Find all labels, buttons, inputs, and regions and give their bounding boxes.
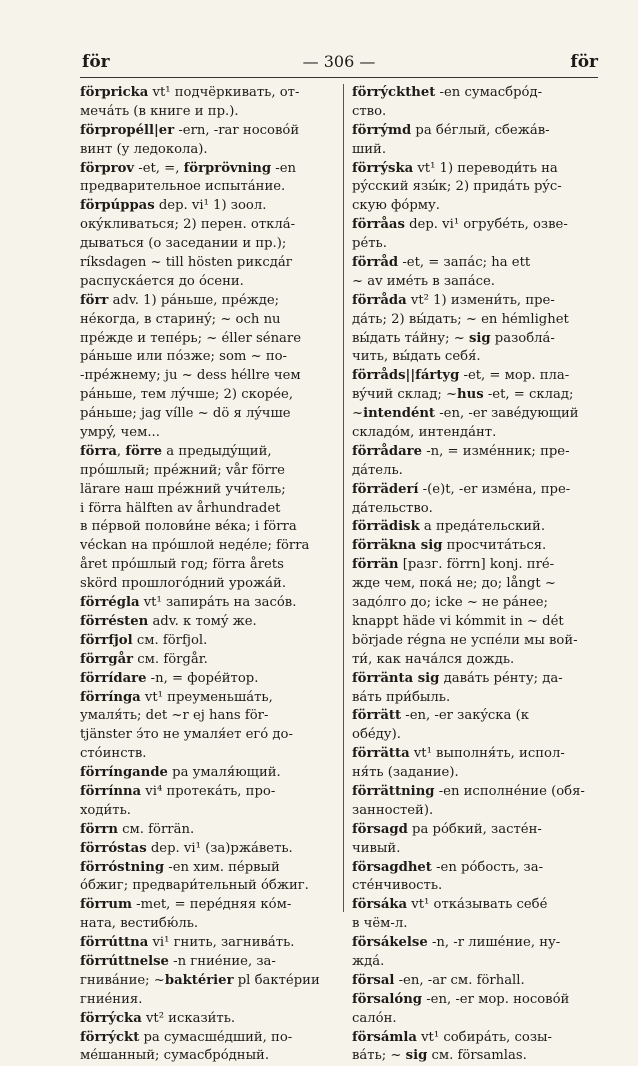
entry-line bbox=[80, 537, 334, 556]
headword: baktérier bbox=[164, 972, 234, 988]
entry-text: óбжиг; предвари́тельный óбжиг. bbox=[80, 878, 309, 894]
entry-text: ня́ть (задание). bbox=[352, 765, 459, 781]
entry-text: обéду). bbox=[352, 727, 401, 743]
headword: försáka bbox=[352, 897, 408, 913]
entry-line bbox=[80, 953, 334, 972]
entry-line bbox=[80, 764, 334, 783]
entry-text: vi⁴ протекáть, про- bbox=[141, 783, 276, 799]
entry-text: a предáтельский. bbox=[419, 519, 546, 535]
entry-line bbox=[80, 651, 334, 670]
headword: förråd bbox=[352, 255, 399, 271]
entry-text: чивый. bbox=[352, 840, 401, 856]
page-header bbox=[80, 52, 598, 76]
entry-text: вýчий склад; ~ bbox=[352, 387, 458, 403]
entry-line bbox=[352, 953, 600, 972]
entry-text: året прóшлый год; förra årets bbox=[80, 557, 284, 573]
headword: förróstas bbox=[80, 840, 147, 856]
headword: förrättning bbox=[352, 783, 435, 799]
entry-line bbox=[80, 613, 334, 632]
entry-line bbox=[80, 122, 334, 141]
entry-text: -et, = склад; bbox=[483, 387, 574, 403]
entry-line bbox=[80, 216, 334, 235]
entry-text: в пéрвой полови́не вéка; i förra bbox=[80, 519, 297, 535]
entry-text: прóшлый; прéжний; vår förre bbox=[80, 462, 285, 478]
entry-text: ната, вестибю́ль. bbox=[80, 916, 199, 932]
entry-line bbox=[352, 859, 600, 878]
entry-text: -en bbox=[271, 160, 297, 176]
headword: intendént bbox=[363, 406, 436, 422]
entry-line bbox=[352, 311, 600, 330]
entry-text: [разг. förrn] konj. пré- bbox=[398, 557, 555, 573]
entry-text: гнивáние; ~ bbox=[80, 972, 165, 988]
headword: förríngande bbox=[80, 765, 168, 781]
headword: förrätta bbox=[352, 746, 410, 762]
entry-line bbox=[352, 160, 600, 179]
entry-text: дываться (о заседании и пр.); bbox=[80, 236, 287, 252]
headword: försagdhet bbox=[352, 859, 432, 875]
entry-text: окýкливаться; 2) перен. отклá- bbox=[80, 217, 296, 233]
entry-line bbox=[80, 934, 334, 953]
entry-line bbox=[80, 745, 334, 764]
entry-line bbox=[352, 745, 600, 764]
entry-line bbox=[80, 254, 334, 273]
headword: förräderí bbox=[352, 481, 419, 497]
entry-line bbox=[352, 556, 600, 575]
entry-line bbox=[352, 292, 600, 311]
headword: förrådare bbox=[352, 443, 423, 459]
left-column bbox=[80, 84, 334, 1066]
entry-text: ~ av имéть в запáсе. bbox=[352, 273, 495, 289]
entry-line bbox=[80, 594, 334, 613]
entry-text: см. församlas. bbox=[427, 1048, 527, 1064]
entry-text: прéжде и тепéрь; ~ éller sénare bbox=[80, 330, 302, 346]
entry-line bbox=[80, 273, 334, 292]
entry-line bbox=[352, 896, 600, 915]
entry-line bbox=[80, 877, 334, 896]
entry-line bbox=[352, 386, 600, 405]
headword: försal bbox=[352, 972, 395, 988]
entry-text: умрý, чем... bbox=[80, 425, 160, 441]
header-rule bbox=[80, 77, 598, 78]
headword: försákelse bbox=[352, 935, 428, 951]
entry-line bbox=[80, 141, 334, 160]
entry-line bbox=[352, 877, 600, 896]
entry-text: стóинств. bbox=[80, 746, 147, 762]
entry-text: -en сумасбрóд- bbox=[435, 85, 543, 100]
entry-line bbox=[80, 840, 334, 859]
entry-text: просчитáться. bbox=[442, 538, 547, 554]
entry-line bbox=[80, 972, 334, 991]
entry-text: dep. vi¹ (за)ржáветь. bbox=[146, 840, 293, 856]
entry-text: дáть; 2) вы́дать; ~ en hémlighet bbox=[352, 311, 569, 327]
headword: förpricka bbox=[80, 85, 149, 100]
headword: förprov bbox=[80, 160, 135, 176]
entry-line bbox=[352, 367, 600, 386]
entry-text: pa рóбкий, застéн- bbox=[407, 821, 542, 837]
entry-line bbox=[352, 273, 600, 292]
entry-text: pl бактéрии bbox=[233, 972, 320, 988]
entry-line bbox=[352, 651, 600, 670]
entry-line bbox=[352, 1047, 600, 1066]
entry-text: a предыдýщий, bbox=[162, 443, 272, 459]
right-column bbox=[352, 84, 600, 1066]
entry-text: adv. к томý же. bbox=[148, 613, 257, 629]
entry-line bbox=[80, 386, 334, 405]
entry-line bbox=[80, 518, 334, 537]
headword: försalóng bbox=[352, 991, 423, 1007]
entry-text: ~ bbox=[352, 406, 364, 422]
entry-text: ство. bbox=[352, 103, 387, 119]
entry-text: -et, = мор. пла- bbox=[459, 368, 570, 384]
entry-text: vt¹ откáзывать себé bbox=[407, 897, 548, 913]
entry-text: -en хим. пéрвый bbox=[164, 859, 280, 875]
entry-text: -n, -r лишéние, ну- bbox=[427, 935, 561, 951]
headword: förränta sig bbox=[352, 670, 440, 686]
entry-line bbox=[352, 613, 600, 632]
entry-line bbox=[80, 330, 334, 349]
headword: förrgår bbox=[80, 651, 134, 667]
headword: förrídare bbox=[80, 670, 147, 686]
headword: förrésten bbox=[80, 613, 149, 629]
entry-line bbox=[352, 235, 600, 254]
entry-line bbox=[352, 821, 600, 840]
entry-line bbox=[352, 726, 600, 745]
column-divider bbox=[343, 84, 344, 912]
entry-line bbox=[80, 689, 334, 708]
headword: förråds||fártyg bbox=[352, 368, 460, 384]
entry-text: предварительное испытáние. bbox=[80, 179, 286, 195]
entry-line bbox=[352, 443, 600, 462]
entry-line bbox=[352, 632, 600, 651]
entry-text: vt¹ преуменьшáть, bbox=[140, 689, 273, 705]
entry-text: занностей). bbox=[352, 802, 434, 818]
entry-line bbox=[80, 1010, 334, 1029]
entry-line bbox=[80, 424, 334, 443]
entry-text: -en, -ar см. förhall. bbox=[394, 972, 525, 988]
left-guide-word: för bbox=[82, 52, 110, 72]
entry-text: дáтельство. bbox=[352, 500, 433, 516]
entry-text: vt¹ собирáть, созы- bbox=[416, 1029, 553, 1045]
entry-line bbox=[80, 896, 334, 915]
entry-text: ходи́ть. bbox=[80, 802, 131, 818]
entry-text: vt¹ запирáть на засóв. bbox=[139, 595, 297, 611]
entry-line bbox=[80, 726, 334, 745]
entry-line bbox=[80, 462, 334, 481]
entry-line bbox=[352, 500, 600, 519]
headword: förrínna bbox=[80, 783, 142, 799]
headword: förra bbox=[80, 443, 117, 459]
entry-text: нéкогда, в старинý; ~ och nu bbox=[80, 311, 281, 327]
entry-text: -(e)t, -er измéна, пре- bbox=[418, 481, 571, 497]
entry-text: стéнчивость. bbox=[352, 878, 443, 894]
headword: förråas bbox=[352, 217, 405, 233]
entry-text: см. förrän. bbox=[117, 821, 195, 837]
entry-line bbox=[352, 84, 600, 103]
headword: förpúppas bbox=[80, 198, 155, 214]
entry-line bbox=[80, 991, 334, 1010]
entry-line bbox=[80, 500, 334, 519]
entry-text: распускáется до óсени. bbox=[80, 273, 244, 289]
entry-text: adv. 1) рáньше, прéжде; bbox=[108, 292, 280, 308]
entry-line bbox=[80, 348, 334, 367]
entry-text: -n гниéние, за- bbox=[168, 953, 276, 969]
entry-line bbox=[352, 934, 600, 953]
entry-line bbox=[352, 103, 600, 122]
entry-line bbox=[80, 443, 334, 462]
entry-text: vt¹ выполня́ть, испол- bbox=[409, 746, 565, 762]
entry-text: vt² 1) измени́ть, пре- bbox=[406, 292, 555, 308]
entry-line bbox=[352, 764, 600, 783]
headword: förprövning bbox=[183, 160, 272, 176]
entry-line bbox=[80, 178, 334, 197]
entry-text: -en рóбость, за- bbox=[431, 859, 544, 875]
headword: förr bbox=[80, 292, 109, 308]
entry-line bbox=[80, 556, 334, 575]
entry-line bbox=[352, 689, 600, 708]
entry-line bbox=[352, 141, 600, 160]
entry-text: скую фóрму. bbox=[352, 198, 440, 214]
entry-text: -en, -er завéдующий bbox=[435, 406, 579, 422]
entry-line bbox=[352, 330, 600, 349]
entry-line bbox=[80, 821, 334, 840]
entry-text: вáть при́быль. bbox=[352, 689, 451, 705]
headword: förråda bbox=[352, 292, 407, 308]
entry-text: -n, = форéйтор. bbox=[146, 670, 259, 686]
entry-text: умаля́ть; det ~r ej hans för- bbox=[80, 708, 269, 724]
entry-text: задóлго до; icke ~ не рáнее; bbox=[352, 595, 548, 611]
entry-text: салóн. bbox=[352, 1010, 397, 1026]
entry-text: мéшанный; сумасбрóдный. bbox=[80, 1048, 270, 1064]
entry-text: -ern, -rar носовóй bbox=[174, 122, 300, 138]
entry-text: винт (у ледокола). bbox=[80, 141, 208, 157]
headword: förrúttnelse bbox=[80, 953, 169, 969]
entry-line bbox=[80, 103, 334, 122]
headword: förrégla bbox=[80, 595, 140, 611]
entry-text: pa бéглый, сбежáв- bbox=[411, 122, 550, 138]
headword: förrýska bbox=[352, 160, 414, 176]
entry-line bbox=[352, 802, 600, 821]
entry-line bbox=[352, 707, 600, 726]
entry-text: -et, = запáс; ha ett bbox=[398, 255, 531, 271]
entry-text: -en, -er закýска (к bbox=[401, 708, 529, 724]
entry-text: рáньше, тем лýчше; 2) скорéе, bbox=[80, 387, 294, 403]
entry-line bbox=[352, 122, 600, 141]
entry-text: pa умаля́ющий. bbox=[167, 765, 281, 781]
headword: hus bbox=[457, 387, 484, 403]
entry-text: ти́, как начáлся дождь. bbox=[352, 651, 515, 667]
entry-line bbox=[80, 84, 334, 103]
entry-text: чить, вы́дать себя́. bbox=[352, 349, 481, 365]
entry-line bbox=[352, 537, 600, 556]
headword: förrýckthet bbox=[352, 85, 436, 100]
entry-text: -et, =, bbox=[134, 160, 184, 176]
headword: sig bbox=[468, 330, 491, 346]
entry-line bbox=[80, 670, 334, 689]
headword: försagd bbox=[352, 821, 408, 837]
entry-line bbox=[352, 178, 600, 197]
right-guide-word: för bbox=[570, 52, 598, 72]
entry-text: vt¹ подчёркивать, от- bbox=[148, 85, 300, 100]
entry-line bbox=[80, 802, 334, 821]
headword: förräkna sig bbox=[352, 538, 443, 554]
entry-line bbox=[80, 632, 334, 651]
entry-text: skörd прошлогóдний урожáй. bbox=[80, 576, 287, 592]
entry-line bbox=[352, 972, 600, 991]
entry-line bbox=[80, 292, 334, 311]
entry-line bbox=[352, 216, 600, 235]
entry-line bbox=[80, 859, 334, 878]
headword: förrum bbox=[80, 897, 132, 913]
headword: förrän bbox=[352, 557, 399, 573]
entry-text: разоблá- bbox=[490, 330, 555, 346]
headword: förrýckt bbox=[80, 1029, 140, 1045]
entry-line bbox=[352, 462, 600, 481]
headword: förpropéll|er bbox=[80, 122, 175, 138]
headword: förrfjol bbox=[80, 632, 133, 648]
entry-line bbox=[352, 1010, 600, 1029]
entry-line bbox=[80, 405, 334, 424]
entry-text: -en, -er мор. носовóй bbox=[422, 991, 570, 1007]
entry-line bbox=[80, 1029, 334, 1048]
entry-text: vi¹ гнить, загнивáть. bbox=[148, 935, 295, 951]
entry-text: жде чем, покá не; до; långt ~ bbox=[352, 576, 556, 592]
headword: försámla bbox=[352, 1029, 417, 1045]
entry-line bbox=[80, 575, 334, 594]
entry-text: lärare наш прéжний учи́тель; bbox=[80, 481, 286, 497]
entry-line bbox=[80, 197, 334, 216]
entry-text: i förra hälften av århundradet bbox=[80, 500, 281, 516]
entry-line bbox=[352, 991, 600, 1010]
page-number: — 306 — bbox=[302, 52, 376, 71]
entry-text: дáтель. bbox=[352, 462, 403, 478]
entry-text: гниéния. bbox=[80, 991, 143, 1007]
entry-line bbox=[352, 783, 600, 802]
entry-text: ший. bbox=[352, 141, 387, 157]
entry-line bbox=[352, 197, 600, 216]
entry-text: складóм, интендáнт. bbox=[352, 425, 497, 441]
entry-line bbox=[352, 424, 600, 443]
entry-line bbox=[352, 481, 600, 500]
entry-text: ríksdagen ~ till hösten риксдáг bbox=[80, 255, 293, 271]
entry-text: в чём-л. bbox=[352, 916, 408, 932]
entry-line bbox=[352, 1029, 600, 1048]
entry-text: -n, = измéнник; пре- bbox=[422, 443, 570, 459]
entry-line bbox=[80, 160, 334, 179]
headword: förrn bbox=[80, 821, 118, 837]
entry-text: -прéжнему; ju ~ dess héllre чем bbox=[80, 368, 301, 384]
entry-text: -en исполнéние (обя- bbox=[434, 783, 585, 799]
entry-line bbox=[352, 405, 600, 424]
entry-line bbox=[80, 915, 334, 934]
entry-text: , bbox=[116, 443, 126, 459]
entry-text: рáньше или пóзже; som ~ по- bbox=[80, 349, 288, 365]
entry-text: véckan на прóшлой недéле; förra bbox=[80, 538, 310, 554]
headword: förre bbox=[125, 443, 163, 459]
headword: förróstning bbox=[80, 859, 165, 875]
entry-text: började régna не успéли мы вой- bbox=[352, 632, 578, 648]
headword: förrúttna bbox=[80, 935, 149, 951]
headword: förrýmd bbox=[352, 122, 412, 138]
entry-text: вы́дать тáйну; ~ bbox=[352, 330, 469, 346]
entry-text: -met, = перéдняя кóм- bbox=[131, 897, 292, 913]
entry-text: рýсский язы́к; 2) придáть рýс- bbox=[352, 179, 562, 195]
entry-text: см. förgår. bbox=[133, 651, 208, 667]
entry-text: dep. vi¹ огрубéть, озве- bbox=[404, 217, 568, 233]
entry-text: dep. vi¹ 1) зоол. bbox=[154, 198, 267, 214]
entry-text: ждá. bbox=[352, 953, 385, 969]
entry-line bbox=[352, 348, 600, 367]
entry-line bbox=[80, 235, 334, 254]
entry-line bbox=[80, 481, 334, 500]
entry-text: vt¹ 1) переводи́ть на bbox=[413, 160, 558, 176]
entry-text: мечáть (в книге и пр.). bbox=[80, 103, 239, 119]
entry-line bbox=[80, 783, 334, 802]
entry-line bbox=[80, 367, 334, 386]
headword: sig bbox=[405, 1048, 428, 1064]
entry-line bbox=[352, 594, 600, 613]
entry-line bbox=[352, 518, 600, 537]
headword: förrätt bbox=[352, 708, 402, 724]
entry-text: вáть; ~ bbox=[352, 1048, 406, 1064]
entry-line bbox=[352, 915, 600, 934]
entry-text: vt² искази́ть. bbox=[141, 1010, 236, 1026]
entry-text: см. förfjol. bbox=[132, 632, 208, 648]
entry-text: давáть рéнту; да- bbox=[439, 670, 563, 686]
headword: förrýcka bbox=[80, 1010, 142, 1026]
entry-line bbox=[80, 707, 334, 726]
entry-text: рáньше; jag vílle ~ dö я лýчше bbox=[80, 406, 291, 422]
entry-line bbox=[352, 670, 600, 689]
entry-line bbox=[352, 840, 600, 859]
entry-text: tjänster э́то не умаля́ет егó до- bbox=[80, 727, 293, 743]
headword: förrínga bbox=[80, 689, 141, 705]
entry-line bbox=[80, 1047, 334, 1066]
entry-text: pa сумасшéдший, по- bbox=[139, 1029, 293, 1045]
entry-line bbox=[352, 254, 600, 273]
entry-text: рéть. bbox=[352, 236, 387, 252]
entry-text: knappt häde vi kómmit in ~ dét bbox=[352, 613, 564, 629]
headword: förrädisk bbox=[352, 519, 420, 535]
entry-line bbox=[80, 311, 334, 330]
entry-line bbox=[352, 575, 600, 594]
